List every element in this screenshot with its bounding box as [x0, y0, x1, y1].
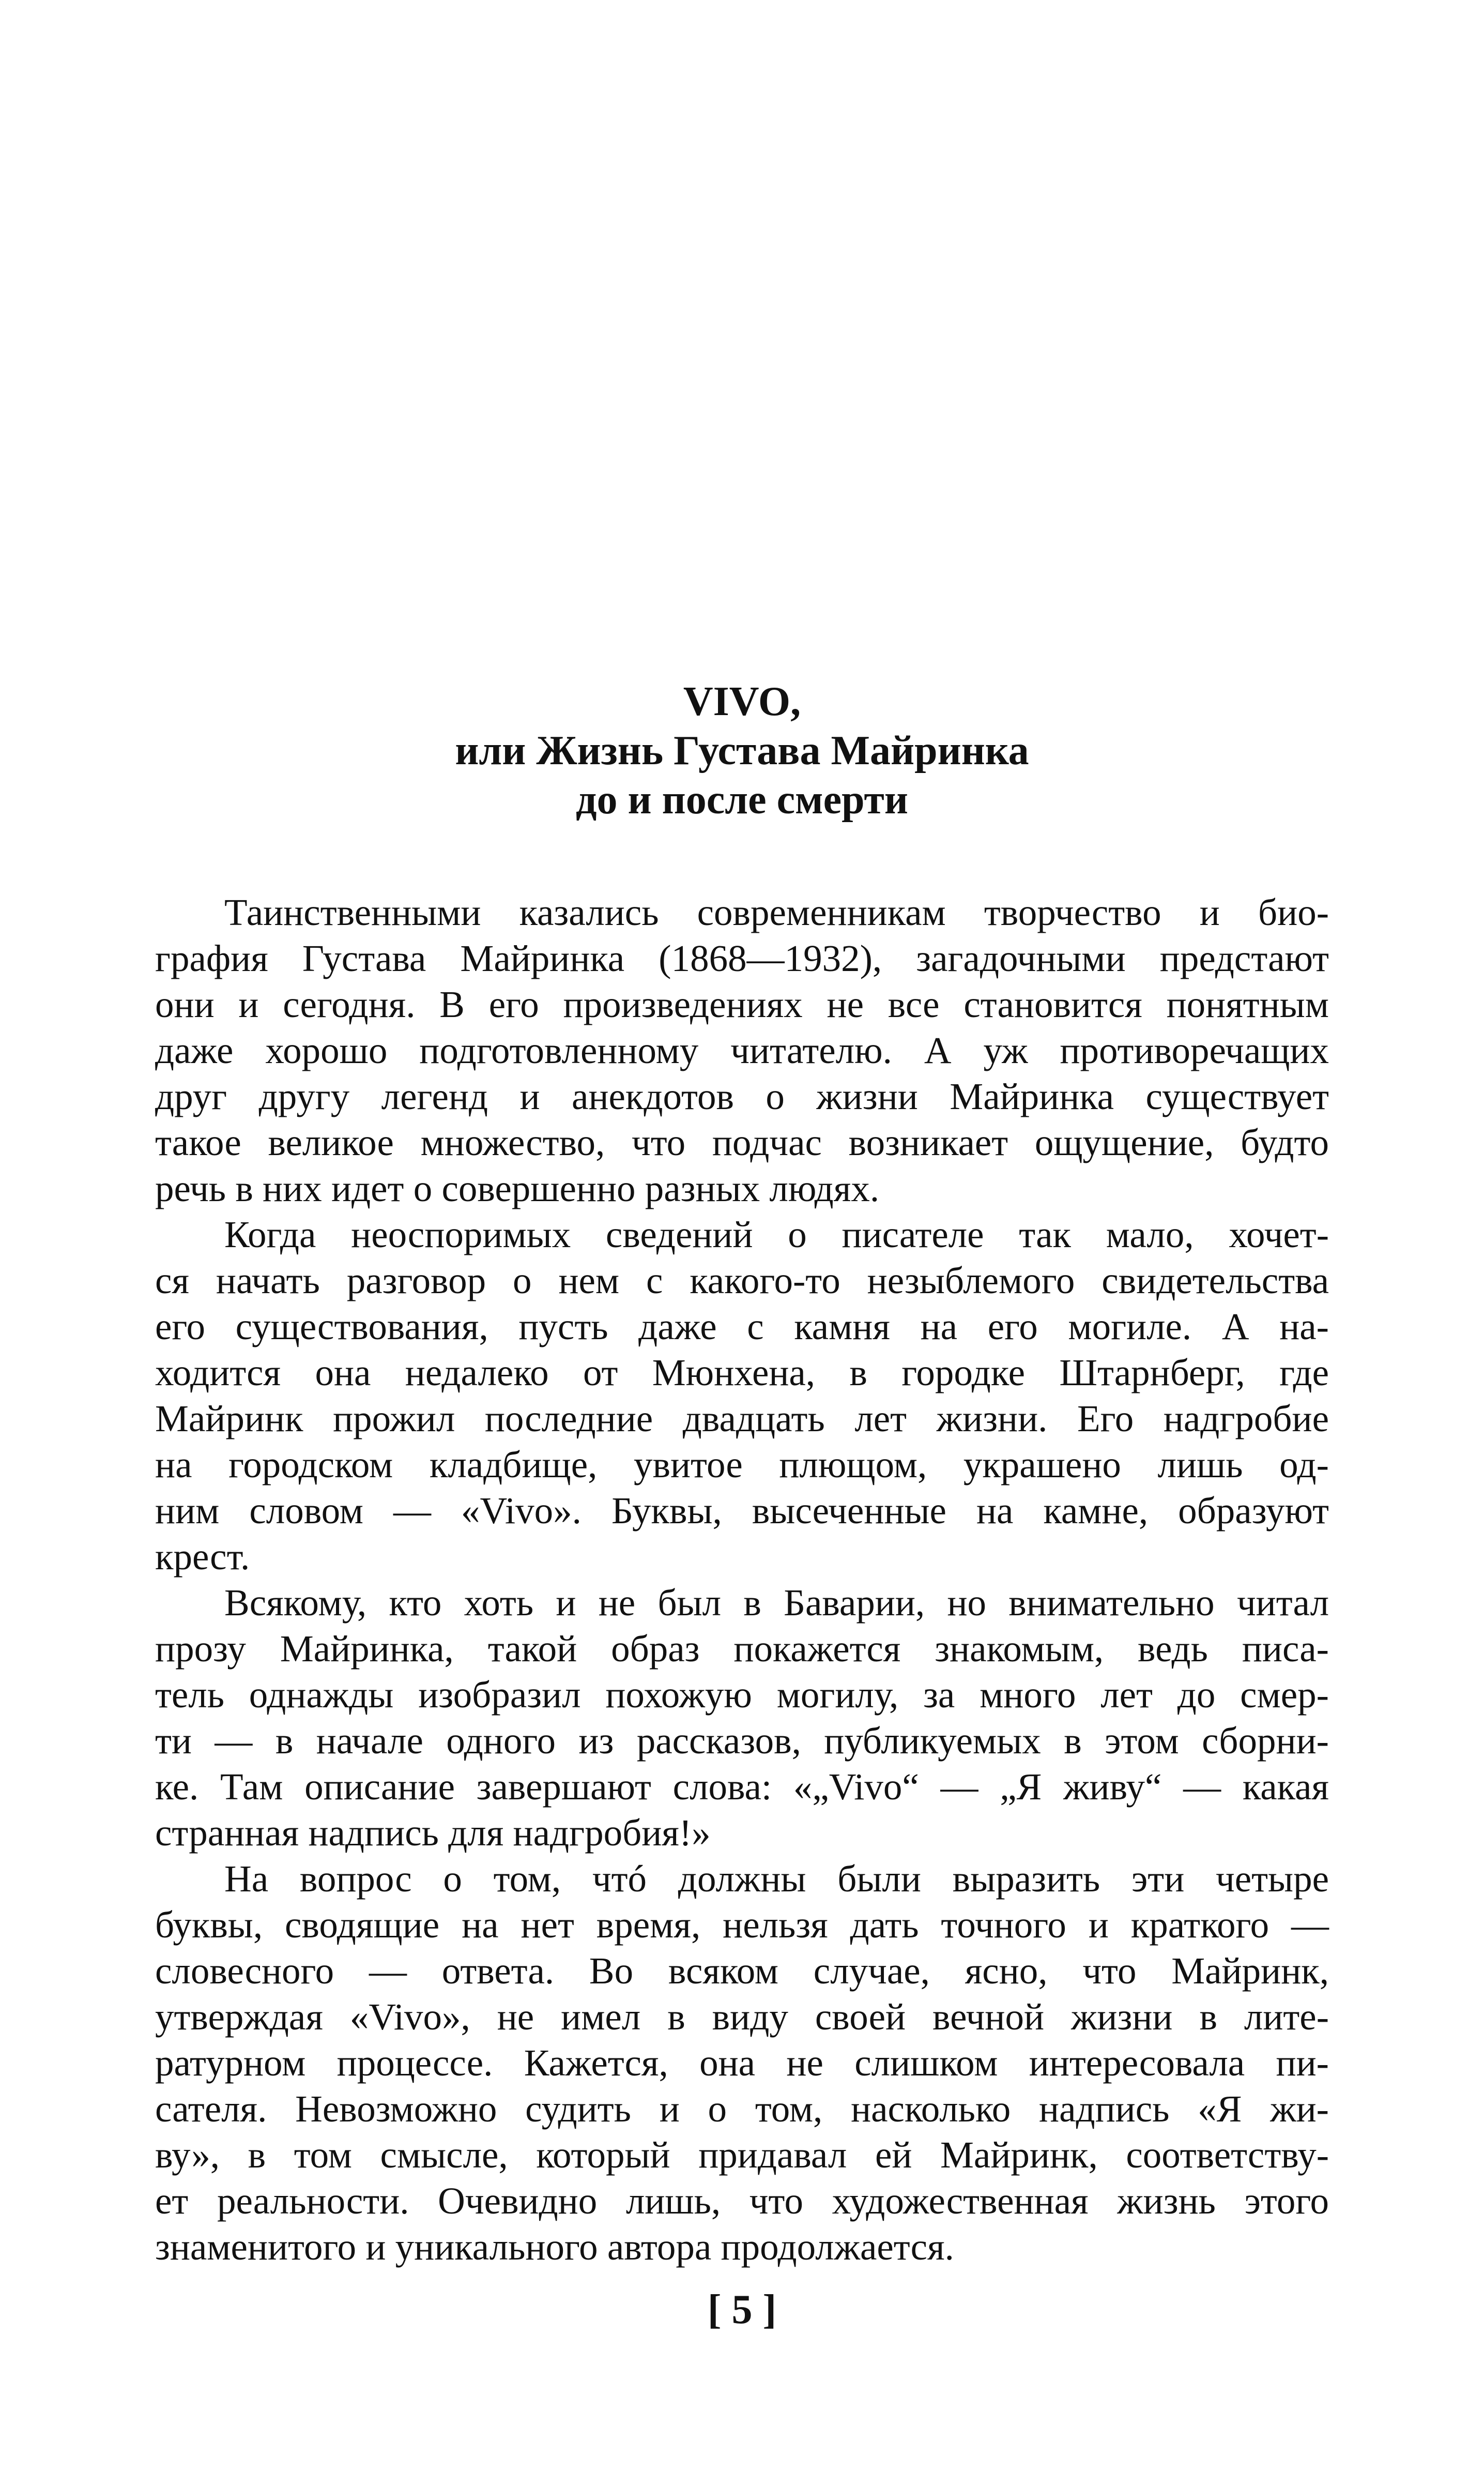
- heading-line-2: или Жизнь Густава Майринка: [455, 728, 1029, 774]
- text-line: ти — в начале одного из рассказов, публикуемых в этом сборни-: [155, 1720, 1329, 1762]
- text-line: такое великое множество, что подчас возникает ощущение, будто: [155, 1121, 1329, 1163]
- text-line: странная надпись для надгробия!»: [155, 1812, 711, 1854]
- chapter-heading: [155, 677, 1329, 825]
- text-line: буквы, сводящие на нет время, нельзя дать точного и краткого —: [155, 1904, 1329, 1946]
- text-line: графия Густава Майринка (1868—1932), загадочными предстают: [155, 937, 1329, 979]
- text-line: ву», в том смысле, который придавал ей Майринк, соответству-: [155, 2134, 1329, 2176]
- text-line: его существования, пусть даже с камня на его могиле. А на-: [155, 1306, 1329, 1347]
- text-line: словесного — ответа. Во всяком случае, ясно, что Майринк,: [155, 1950, 1329, 1992]
- text-line: речь в них идет о совершенно разных людях.: [155, 1168, 880, 1209]
- text-line: тель однажды изобразил похожую могилу, за много лет до смер-: [155, 1674, 1329, 1716]
- paragraph: [155, 1856, 1329, 2270]
- paragraph: [155, 1211, 1329, 1580]
- text-line: прозу Майринка, такой образ покажется знакомым, ведь писа-: [155, 1628, 1329, 1670]
- paragraph: [155, 889, 1329, 1211]
- text-line: На вопрос о том, чтó должны были выразить эти четыре: [224, 1858, 1329, 1900]
- text-line: ним словом — «Vivo». Буквы, высеченные на камне, образуют: [155, 1490, 1329, 1532]
- text-line: Когда неоспоримых сведений о писателе так мало, хочет-: [224, 1214, 1329, 1255]
- text-line: знаменитого и уникального автора продолжается.: [155, 2226, 954, 2268]
- text-line: ходится она недалеко от Мюнхена, в городке Штарнберг, где: [155, 1352, 1329, 1393]
- text-line: Таинственными казались современникам творчество и био-: [224, 891, 1329, 933]
- text-line: ся начать разговор о нем с какого-то незыблемого свидетельства: [155, 1260, 1329, 1301]
- text-line: крест.: [155, 1536, 250, 1578]
- text-line: даже хорошо подготовленному читателю. А уж противоречащих: [155, 1029, 1329, 1071]
- text-line: ратурном процессе. Кажется, она не слишком интересовала пи-: [155, 2042, 1329, 2084]
- text-line: ке. Там описание завершают слова: «„Vivo“ — „Я живу“ — какая: [155, 1766, 1329, 1808]
- paragraph: [155, 1580, 1329, 1856]
- text-line: на городском кладбище, увитое плющом, украшено лишь од-: [155, 1444, 1329, 1485]
- text-line: сателя. Невозможно судить и о том, насколько надпись «Я жи-: [155, 2088, 1329, 2130]
- text-line: ет реальности. Очевидно лишь, что художественная жизнь этого: [155, 2180, 1329, 2222]
- heading-line-3: до и после смерти: [576, 777, 908, 823]
- heading-line-1: VIVO,: [683, 679, 801, 724]
- text-line: друг другу легенд и анекдотов о жизни Майринка существует: [155, 1075, 1329, 1117]
- text-line: утверждая «Vivo», не имел в виду своей вечной жизни в лите-: [155, 1996, 1329, 2038]
- body-text: [155, 889, 1329, 2270]
- text-line: Майринк прожил последние двадцать лет жизни. Его надгробие: [155, 1398, 1329, 1439]
- text-line: Всякому, кто хоть и не был в Баварии, но внимательно читал: [224, 1582, 1329, 1624]
- text-line: они и сегодня. В его произведениях не все становится понятным: [155, 983, 1329, 1025]
- page-number: [ 5 ]: [707, 2287, 777, 2332]
